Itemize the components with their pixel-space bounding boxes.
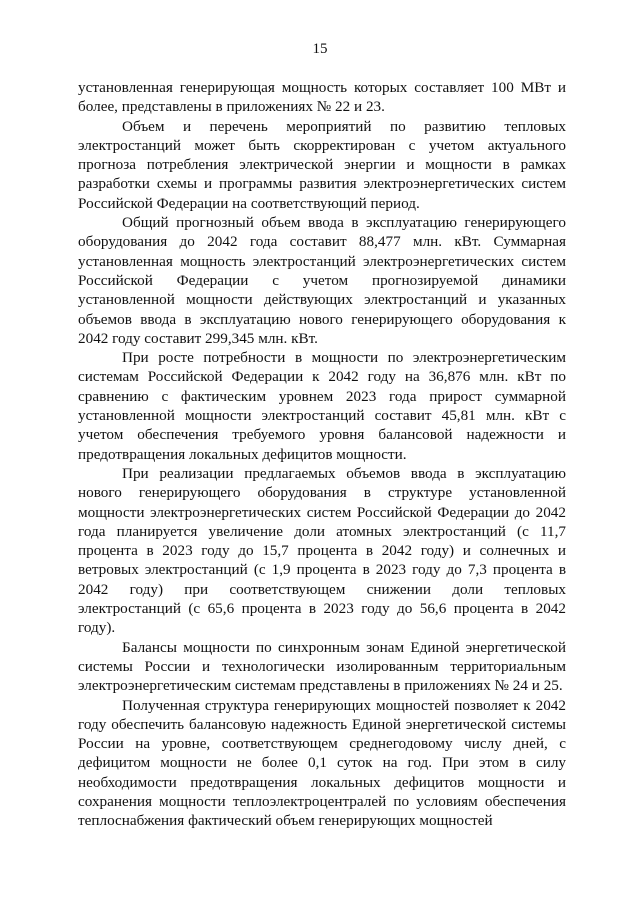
paragraph-4: При росте потребности в мощности по электроэнергетическим системам Российской Федерации к 2042 году на 36,876 млн. кВт по сравнению с фактическим уровнем 2023 года прирост суммарной установленной мощности электростанций составит 45,81 млн. кВт с учетом обеспечения требуемого уровня балансовой надежности и предотвращения локальных дефицитов мощности. <box>78 349 566 463</box>
document-body <box>78 78 566 831</box>
paragraph-6: Балансы мощности по синхронным зонам Единой энергетической системы России и технологически изолированным территориальным электроэнергетическим системам представлены в приложениях № 24 и 25. <box>78 638 566 695</box>
paragraph-7: Полученная структура генерирующих мощностей позволяет к 2042 году обеспечить балансовую надежность Единой энергетической системы России на уровне, соответствующем среднегодовому числу дней, с дефицитом мощности не более 0,1 суток на год. При этом в силу необходимости предотвращения локальных дефицитов мощности и сохранения мощности теплоэлектроцентралей по условиям обеспечения теплоснабжения фактический объем генерирующих мощностей <box>78 696 566 830</box>
paragraph-2: Объем и перечень мероприятий по развитию тепловых электростанций может быть скорректирован с учетом актуального прогноза потребления электрической энергии и мощности в рамках разработки схемы и программы развития электроэнергетических систем Российской Федерации на соответствующий период. <box>78 117 566 212</box>
paragraph-5: При реализации предлагаемых объемов ввода в эксплуатацию нового генерирующего оборудования в структуре установленной мощности электроэнергетических систем Российской Федерации до 2042 года планируется увеличение доли атомных электростанций (с 11,7 процента в 2023 году до 15,7 процента в 2042 году) и солнечных и ветровых электростанций (с 1,9 процента в 2023 году до 7,3 процента в 2042 году) при соответствующем снижении доли тепловых электростанций (с 65,6 процента в 2023 году до 56,6 процента в 2042 году). <box>78 464 566 637</box>
paragraph-3: Общий прогнозный объем ввода в эксплуатацию генерирующего оборудования до 2042 года составит 88,477 млн. кВт. Суммарная установленная мощность электростанций электроэнергетических систем Российской Федерации с учетом прогнозируемой динамики установленной мощности действующих электростанций и указанных объемов ввода в эксплуатацию нового генерирующего оборудования к 2042 году составит 299,345 млн. кВт. <box>78 214 566 347</box>
page-number: 15 <box>312 41 328 57</box>
paragraph-1: установленная генерирующая мощность которых составляет 100 МВт и более, представлены в приложениях № 22 и 23. <box>78 79 566 116</box>
